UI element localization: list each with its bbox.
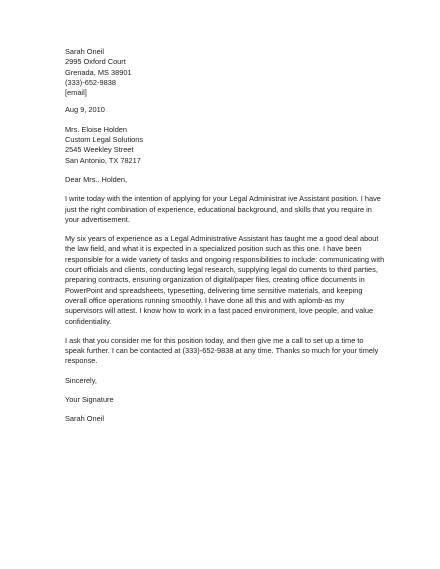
paragraph-line: speak further. I can be contacted at (333)-652-9838 at any time. Thanks so much for your timely <box>65 346 379 356</box>
paragraph-line: responsible for a wide variety of tasks and ongoing responsibilities to include: communicating with <box>65 254 385 264</box>
paragraph-line: just the right combination of experience, educational background, and skills that you require in <box>65 204 372 214</box>
paragraph-line: preparing contracts, ensuring organization of digital/paper files, creating office documents in <box>65 275 365 285</box>
paragraph-line: your advertisement. <box>65 214 130 224</box>
sender-name: Sarah Oneil <box>65 47 105 56</box>
sender-city: Grenada, MS 38901 <box>65 67 132 77</box>
paragraph-line: response. <box>65 356 98 366</box>
recipient-name: Mrs. Eloise Holden <box>65 124 128 134</box>
paragraph-line: supervisors will attest. I know how to work in a fast paced environment, love people, and value <box>65 306 374 316</box>
sender-email: [email] <box>65 88 87 98</box>
paragraph-line: court officials and clients, conducting legal research, supplying legal do cuments to third parties, <box>65 265 378 275</box>
paragraph-request <box>65 336 388 367</box>
paragraph-intro <box>65 194 388 225</box>
recipient-address <box>65 125 388 166</box>
paragraph-line: I ask that you consider me for this position today, and then give me a call to set up a time to <box>65 335 364 345</box>
paragraph-line: overall office operations running smoothly. I have done all this and with aplomb-as my <box>65 295 345 305</box>
paragraph-line: PowerPoint and spreadsheets, typesetting, delivering time sensitive materials, and keeping <box>65 285 363 295</box>
signer-name: Sarah Oneil <box>65 414 105 424</box>
sender-street: 2995 Oxford Court <box>65 57 126 67</box>
letter-date: Aug 9, 2010 <box>65 105 105 115</box>
paragraph-line: My six years of experience as a Legal Administrative Assistant has taught me a good deal about <box>65 234 379 244</box>
paragraph-experience <box>65 234 388 327</box>
salutation: Dear Mrs.. Holden, <box>65 174 128 184</box>
sender-phone: (333)-652-9838 <box>65 77 116 87</box>
recipient-company: Custom Legal Solutions <box>65 135 144 145</box>
signature: Your Signature <box>65 395 114 405</box>
recipient-city: San Antonio, TX 78217 <box>65 155 141 165</box>
paragraph-line: confidentiality. <box>65 316 112 326</box>
sender-address <box>65 47 388 98</box>
paragraph-line: the law field, and what it is expected in a specialized position such as this one. I have been <box>65 244 362 254</box>
closing: Sincerely, <box>65 375 97 385</box>
paragraph-line: I write today with the intention of applying for your Legal Administrat ive Assistant position. I have <box>65 194 381 204</box>
recipient-street: 2545 Weekley Street <box>65 145 134 155</box>
